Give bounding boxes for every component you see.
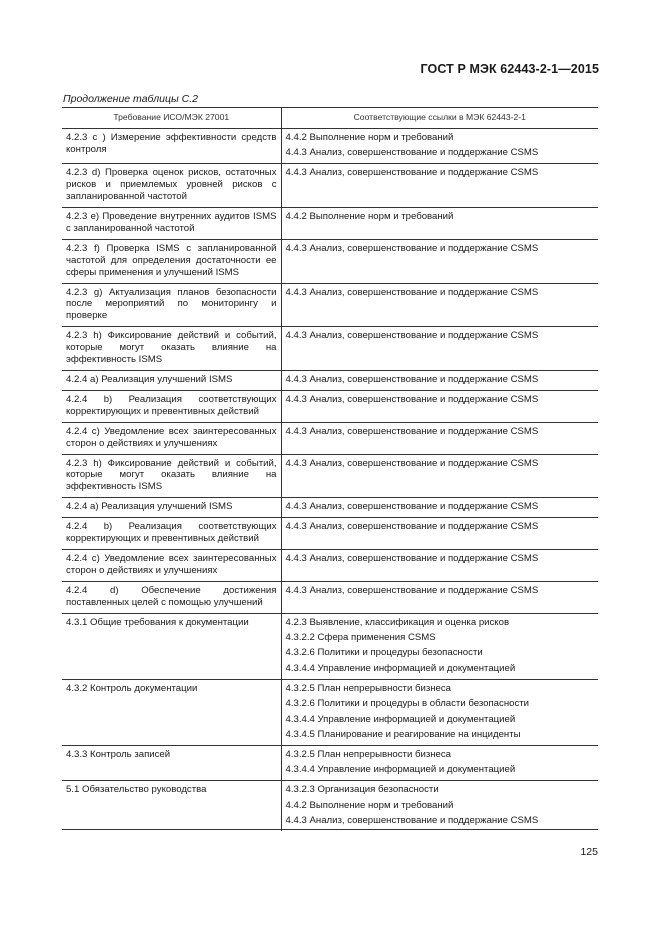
standard-designation: ГОСТ Р МЭК 62443-2-1—2015 [420, 62, 599, 76]
reference-item: 4.3.4.4 Управление информацией и документацией [285, 662, 516, 674]
reference-item: 4.3.2.5 План непрерывности бизнеса [285, 682, 451, 694]
table-row [62, 613, 598, 679]
column-header-iec62443: Соответствующие ссылки в МЭК 62443-2-1 [281, 108, 598, 129]
references-cell [281, 164, 598, 208]
references-cell [281, 549, 598, 581]
references-cell [281, 422, 598, 454]
table-bottom-rule [62, 829, 598, 830]
references-cell [281, 679, 598, 745]
references-cell [281, 283, 598, 327]
requirement-cell: 4.2.4 а) Реализация улучшений ISMS [62, 498, 281, 518]
requirement-cell: 4.2.3 g) Актуализация планов безопасности после мероприятий по мониторингу и проверке [62, 283, 281, 327]
reference-item: 4.4.3 Анализ, совершенствование и поддержание CSMS [285, 584, 539, 596]
reference-item: 4.4.3 Анализ, совершенствование и поддержание CSMS [285, 521, 539, 533]
references-cell [281, 327, 598, 371]
table-row [62, 498, 598, 518]
reference-item: 4.4.3 Анализ, совершенствование и поддержание CSMS [285, 814, 539, 826]
table-caption: Продолжение таблицы С.2 [63, 93, 198, 105]
requirement-cell: 4.2.3 h) Фиксирование действий и событий, которые могут оказать влияние на эффективность ISMS [62, 454, 281, 498]
reference-item: 4.4.3 Анализ, совершенствование и поддержание CSMS [285, 501, 539, 513]
table-row [62, 327, 598, 371]
reference-item: 4.4.3 Анализ, совершенствование и поддержание CSMS [285, 393, 539, 405]
requirement-cell: 4.2.4 b) Реализация соответствующих корректирующих и превентивных действий [62, 390, 281, 422]
requirement-cell: 4.2.4 d) Обеспечение достижения поставленных целей с помощью улучшений [62, 581, 281, 613]
table-row [62, 518, 598, 550]
requirement-cell: 4.3.3 Контроль записей [62, 745, 281, 780]
reference-item: 4.4.3 Анализ, совершенствование и поддержание CSMS [285, 286, 539, 298]
reference-item: 4.3.2.2 Сфера применения CSMS [285, 632, 436, 643]
references-cell [281, 390, 598, 422]
references-cell [281, 613, 598, 679]
requirement-cell: 4.2.3 е) Проведение внутренних аудитов ISMS с запланированной частотой [62, 208, 281, 240]
references-cell [281, 208, 598, 240]
reference-item: 4.4.3 Анализ, совершенствование и поддержание CSMS [285, 374, 539, 385]
references-cell [281, 745, 598, 780]
page-number: 125 [580, 846, 598, 858]
reference-item: 4.2.3 Выявление, классификация и оценка рисков [285, 616, 510, 628]
reference-item: 4.4.3 Анализ, совершенствование и поддержание CSMS [285, 147, 539, 159]
reference-item: 4.3.2.6 Политики и процедуры безопасности [285, 647, 483, 659]
table-header-row [62, 108, 598, 129]
reference-item: 4.3.2.3 Организация безопасности [285, 784, 439, 796]
table-body [62, 129, 598, 831]
table-row [62, 283, 598, 327]
references-cell [281, 581, 598, 613]
requirement-cell: 4.3.1 Общие требования к документации [62, 613, 281, 679]
column-header-iso27001: Требование ИСО/МЭК 27001 [62, 108, 281, 129]
references-cell [281, 371, 598, 391]
reference-item: 4.4.3 Анализ, совершенствование и поддержание CSMS [285, 457, 539, 469]
requirement-cell: 4.2.4 с) Уведомление всех заинтересованных сторон о действиях и улучшениях [62, 422, 281, 454]
reference-item: 4.4.3 Анализ, совершенствование и поддержание CSMS [285, 425, 539, 437]
table-row [62, 208, 598, 240]
requirement-cell: 5.1 Обязательство руководства [66, 784, 207, 796]
table-row [62, 581, 598, 613]
table-row [62, 679, 598, 745]
references-cell [281, 454, 598, 498]
reference-item: 4.3.2.6 Политики и процедуры в области безопасности [285, 698, 530, 710]
requirement-cell: 4.2.4 с) Уведомление всех заинтересованных сторон о действиях и улучшениях [62, 549, 281, 581]
reference-item: 4.3.2.5 План непрерывности бизнеса [285, 748, 451, 760]
requirements-table [62, 107, 598, 831]
table-row [62, 549, 598, 581]
table-row [62, 745, 598, 780]
requirement-cell: 4.2.3 d) Проверка оценок рисков, остаточных рисков и приемлемых уровней рисков с запланированной частотой [62, 164, 281, 208]
references-cell [281, 129, 598, 164]
reference-item: 4.4.2 Выполнение норм и требований [285, 211, 454, 223]
references-cell [281, 239, 598, 283]
requirement-cell: 4.3.2 Контроль документации [62, 679, 281, 745]
table-row [62, 164, 598, 208]
reference-item: 4.4.3 Анализ, совершенствование и поддержание CSMS [285, 167, 539, 179]
reference-item: 4.4.3 Анализ, совершенствование и поддержание CSMS [285, 330, 539, 342]
reference-item: 4.4.2 Выполнение норм и требований [285, 799, 454, 811]
requirement-cell: 4.2.3 h) Фиксирование действий и событий, которые могут оказать влияние на эффективность ISMS [62, 327, 281, 371]
requirement-cell: 4.2.4 а) Реализация улучшений ISMS [62, 371, 281, 391]
reference-item: 4.3.4.5 Планирование и реагирование на инциденты [285, 728, 521, 740]
table-row [62, 390, 598, 422]
table-row [62, 454, 598, 498]
table-row [62, 781, 598, 831]
table-row [62, 371, 598, 391]
table-row [62, 239, 598, 283]
reference-item: 4.4.3 Анализ, совершенствование и поддержание CSMS [285, 242, 539, 254]
references-cell [281, 781, 598, 831]
reference-item: 4.4.3 Анализ, совершенствование и поддержание CSMS [285, 552, 539, 564]
reference-item: 4.3.4.4 Управление информацией и документацией [285, 713, 516, 725]
table-row [62, 129, 598, 164]
reference-item: 4.4.2 Выполнение норм и требований [285, 132, 454, 143]
requirement-cell: 4.2.4 b) Реализация соответствующих корректирующих и превентивных действий [62, 518, 281, 550]
table-row [62, 422, 598, 454]
requirement-cell: 4.2.3 f) Проверка ISMS с запланированной частотой для определения достаточности ее сферы применения и улучшений ISMS [62, 239, 281, 283]
reference-item: 4.3.4.4 Управление информацией и документацией [285, 764, 516, 776]
references-cell [281, 498, 598, 518]
references-cell [281, 518, 598, 550]
requirement-cell: 4.2.3 с ) Измерение эффективности средств контроля [62, 129, 281, 164]
